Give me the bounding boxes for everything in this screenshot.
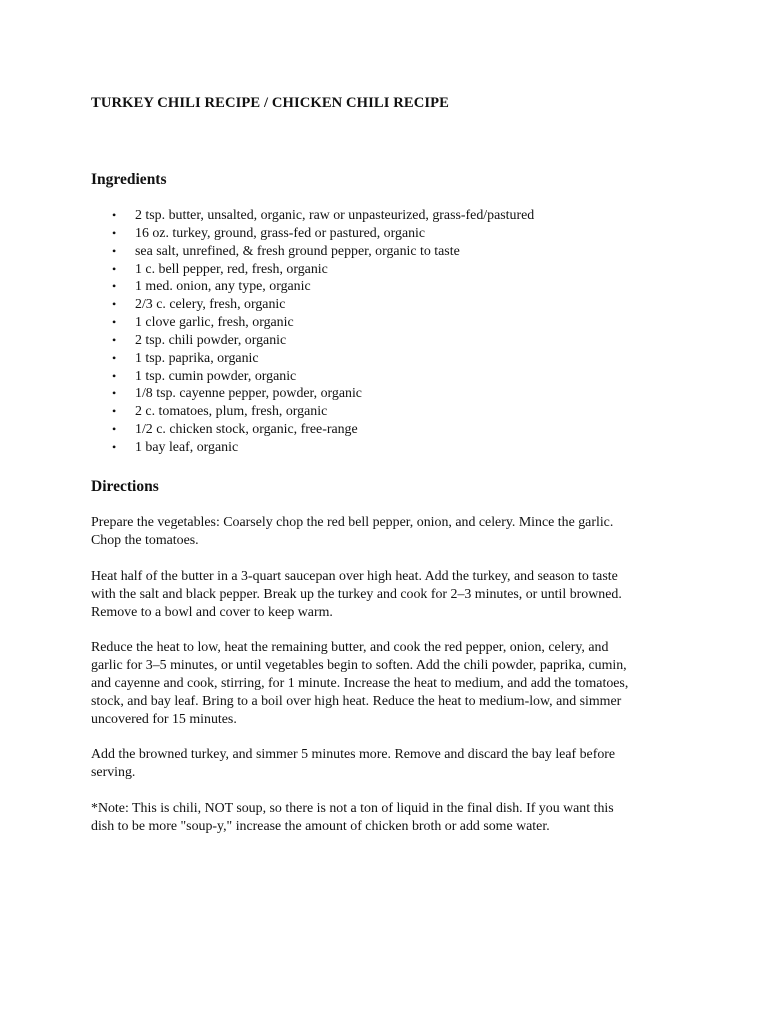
direction-line: with the salt and black pepper. Break up the turkey and cook for 2–3 minutes, or until browned. — [91, 586, 622, 602]
ingredient-text: 1 bay leaf, organic — [135, 439, 239, 455]
bullet-icon: • — [112, 243, 117, 258]
direction-line: Add the browned turkey, and simmer 5 minutes more. Remove and discard the bay leaf before — [91, 747, 616, 762]
direction-step — [91, 800, 691, 836]
ingredient-item — [91, 243, 534, 261]
direction-line: Reduce the heat to low, heat the remaining butter, and cook the red pepper, onion, celery, and — [91, 640, 609, 655]
ingredient-text: 1/8 tsp. cayenne pepper, powder, organic — [135, 386, 362, 402]
direction-line: uncovered for 15 minutes. — [91, 711, 237, 727]
bullet-icon: • — [112, 315, 117, 330]
ingredient-item — [91, 278, 534, 296]
ingredient-text: 1 c. bell pepper, red, fresh, organic — [135, 261, 328, 277]
ingredient-item — [91, 421, 534, 439]
direction-line: *Note: This is chili, NOT soup, so there is not a ton of liquid in the final dish. If you want this — [91, 801, 614, 816]
ingredient-text: 2 c. tomatoes, plum, fresh, organic — [135, 404, 328, 420]
ingredient-item — [91, 261, 534, 279]
ingredient-item — [91, 350, 534, 368]
bullet-icon: • — [112, 208, 117, 222]
direction-step — [91, 639, 691, 729]
bullet-icon: • — [112, 439, 117, 454]
ingredient-item — [91, 403, 534, 421]
direction-line: serving. — [91, 764, 136, 780]
directions-heading: Directions — [91, 478, 159, 495]
ingredient-text: 1 tsp. paprika, organic — [135, 350, 259, 366]
direction-line: Remove to a bowl and cover to keep warm. — [91, 604, 333, 620]
ingredient-item — [91, 439, 534, 457]
direction-step — [91, 514, 691, 550]
direction-line: Chop the tomatoes. — [91, 532, 199, 548]
ingredient-item — [91, 296, 534, 314]
bullet-icon: • — [112, 350, 117, 365]
ingredient-text: 1 clove garlic, fresh, organic — [135, 315, 294, 331]
ingredient-text: 1 tsp. cumin powder, organic — [135, 368, 297, 384]
ingredient-item — [91, 314, 534, 332]
ingredient-text: 2 tsp. chili powder, organic — [135, 332, 287, 348]
ingredient-item — [91, 207, 534, 225]
bullet-icon: • — [112, 404, 117, 419]
bullet-icon: • — [112, 279, 117, 294]
ingredient-text: sea salt, unrefined, & fresh ground pepper, organic to taste — [135, 243, 460, 259]
ingredient-text: 1 med. onion, any type, organic — [135, 279, 311, 295]
ingredient-text: 2 tsp. butter, unsalted, organic, raw or unpasteurized, grass-fed/pastured — [135, 208, 535, 223]
ingredient-text: 1/2 c. chicken stock, organic, free-range — [135, 422, 358, 438]
ingredients-heading: Ingredients — [91, 171, 167, 188]
direction-line: garlic for 3–5 minutes, or until vegetables begin to soften. Add the chili powder, paprika, cumin, — [91, 657, 627, 673]
ingredient-item — [91, 385, 534, 403]
direction-line: and cayenne and cook, stirring, for 1 minute. Increase the heat to medium, and add the tomatoes, — [91, 675, 629, 691]
direction-line: dish to be more "soup-y," increase the amount of chicken broth or add some water. — [91, 818, 550, 834]
document-title: TURKEY CHILI RECIPE / CHICKEN CHILI RECIPE — [91, 95, 450, 111]
bullet-icon: • — [112, 368, 117, 383]
ingredient-item — [91, 368, 534, 386]
direction-step — [91, 568, 691, 622]
ingredient-item — [91, 225, 534, 243]
ingredient-text: 16 oz. turkey, ground, grass-fed or pastured, organic — [135, 225, 426, 241]
bullet-icon: • — [112, 386, 117, 401]
direction-line: stock, and bay leaf. Bring to a boil over high heat. Reduce the heat to medium-low, and simmer — [91, 693, 622, 709]
direction-line: Prepare the vegetables: Coarsely chop the red bell pepper, onion, and celery. Mince the garlic. — [91, 515, 614, 530]
bullet-icon: • — [112, 422, 117, 437]
direction-step — [91, 746, 691, 782]
ingredient-item — [91, 332, 534, 350]
ingredient-list — [91, 207, 534, 457]
bullet-icon: • — [112, 332, 117, 347]
bullet-icon: • — [112, 261, 117, 276]
bullet-icon: • — [112, 225, 117, 240]
ingredient-text: 2/3 c. celery, fresh, organic — [135, 297, 286, 313]
bullet-icon: • — [112, 297, 117, 312]
direction-line: Heat half of the butter in a 3-quart saucepan over high heat. Add the turkey, and season to taste — [91, 569, 618, 584]
